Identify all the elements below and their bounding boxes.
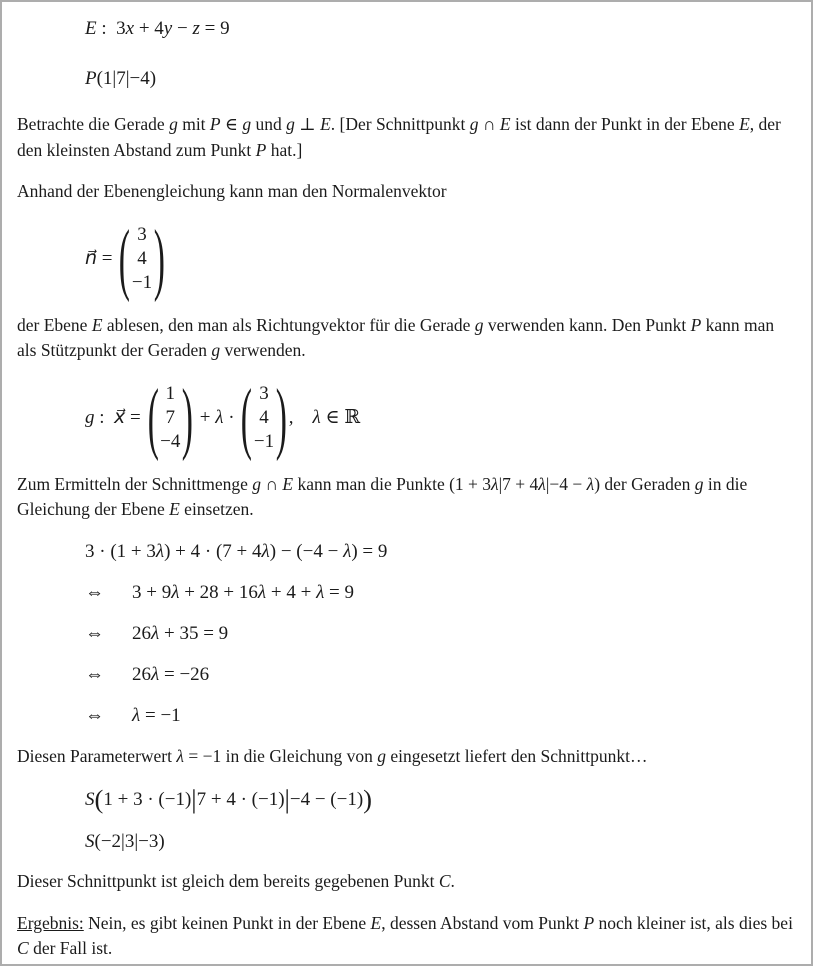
- paragraph-normal-outro: [17, 313, 797, 364]
- vector-component: 3: [259, 382, 269, 404]
- support-column-vector: [147, 373, 195, 462]
- vector-component: 1: [165, 382, 175, 404]
- paragraph-final-result-text: Ergebnis: Nein, es gibt keinen Punkt in der Ebene E, dessen Abstand vom Punkt P noch kleiner ist, als dies bei C der Fall ist.: [17, 912, 798, 958]
- paragraph-final-result: [17, 911, 797, 962]
- normal-vector-components: [131, 223, 153, 295]
- line-g-prefix: g : x⃗ =: [85, 406, 146, 428]
- paragraph-consider-line: [17, 112, 797, 163]
- normal-vector-lhs: n⃗ =: [85, 247, 118, 269]
- derivation-step-4-text: 26λ = −26: [132, 663, 210, 685]
- equivalence-arrow-icon: ⇔: [85, 704, 104, 726]
- equivalence-arrow-icon: ⇔: [85, 581, 104, 603]
- left-paren: (: [118, 214, 131, 303]
- derivation-step-5: [17, 703, 797, 729]
- vector-component: −1: [131, 271, 153, 293]
- point-p-line: [17, 66, 797, 92]
- paragraph-normal-intro: [17, 179, 797, 205]
- direction-vector-components: [253, 382, 275, 454]
- vector-component: 3: [137, 223, 147, 245]
- line-g-suffix: , λ ∈ ℝ: [288, 406, 361, 428]
- plane-equation-line: [17, 16, 797, 42]
- right-paren: ): [182, 373, 194, 462]
- s-result-text: S(−2|3|−3): [85, 831, 165, 852]
- derivation-step-1: [17, 539, 797, 565]
- equivalence-arrow-icon: ⇔: [85, 622, 104, 644]
- paragraph-parameter-text: Diesen Parameterwert λ = −1 in die Gleichung von g eingesetzt liefert den Schnittpunkt…: [17, 745, 648, 766]
- paragraph-normal-intro-text: Anhand der Ebenengleichung kann man den Normalenvektor: [17, 181, 447, 201]
- vector-component: 4: [259, 406, 269, 428]
- line-g-middle: + λ ·: [195, 406, 240, 428]
- derivation-step-2-text: 3 + 9λ + 28 + 16λ + 4 + λ = 9: [132, 581, 355, 603]
- derivation-step-1-text: 3 · (1 + 3λ) + 4 · (7 + 4λ) − (−4 − λ) = 9: [85, 540, 388, 562]
- paragraph-conclusion-text: Dieser Schnittpunkt ist gleich dem bereits gegebenen Punkt C.: [17, 871, 455, 891]
- direction-column-vector: [240, 373, 288, 462]
- derivation-step-5-text: λ = −1: [132, 704, 181, 726]
- normal-vector-line: [17, 214, 797, 303]
- right-paren: ): [153, 214, 166, 303]
- s-expanded-line: [17, 785, 797, 815]
- vector-component: −1: [253, 430, 275, 452]
- left-paren: (: [241, 373, 253, 462]
- paragraph-conclusion: [17, 869, 797, 895]
- equivalence-arrow-icon: ⇔: [85, 663, 104, 685]
- derivation-step-3-text: 26λ + 35 = 9: [132, 622, 229, 644]
- derivation-step-4: [17, 662, 797, 688]
- plane-equation-text: E : 3x + 4y − z = 9: [85, 18, 230, 39]
- paragraph-substitute: [17, 472, 797, 523]
- paragraph-parameter: [17, 744, 797, 770]
- line-g-equation: [17, 373, 797, 462]
- vector-component: 7: [165, 406, 175, 428]
- paragraph-substitute-text: Zum Ermitteln der Schnittmenge g ∩ E kann man die Punkte (1 + 3λ|7 + 4λ|−4 − λ) der Geraden g in die Gleichung der Ebene E einsetzen.: [17, 473, 752, 519]
- point-p-text: P(1|7|−4): [85, 68, 157, 89]
- left-paren: (: [147, 373, 159, 462]
- s-expanded-text: S(1 + 3 · (−1)|7 + 4 · (−1)|−4 − (−1)): [85, 784, 373, 815]
- derivation-step-3: [17, 621, 797, 647]
- derivation-step-2: [17, 580, 797, 606]
- right-paren: ): [275, 373, 288, 462]
- vector-component: 4: [137, 247, 147, 269]
- normal-column-vector: [118, 214, 166, 303]
- paragraph-consider-text: Betrachte die Gerade g mit P ∈ g und g ⊥ E. [Der Schnittpunkt g ∩ E ist dann der Punkt in der Ebene E, der den kleinsten Abstand zum Punkt P hat.]: [17, 114, 786, 160]
- support-vector-components: [159, 382, 181, 454]
- vector-component: −4: [160, 430, 181, 452]
- paragraph-normal-outro-text: der Ebene E ablesen, den man als Richtungvektor für die Gerade g verwenden kann. Den Punkt P kann man als Stützpunkt der Geraden g verwenden.: [17, 314, 779, 360]
- s-result-line: [17, 829, 797, 855]
